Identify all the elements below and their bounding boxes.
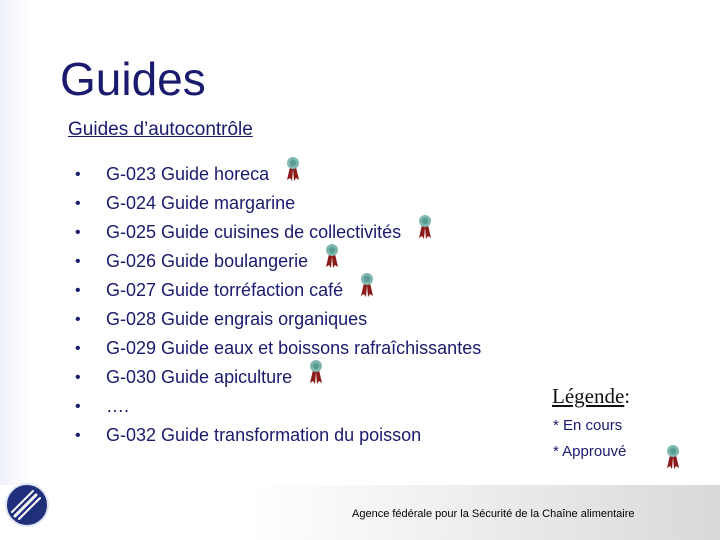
guide-label: G-023 Guide horeca bbox=[106, 164, 270, 184]
award-ribbon-icon bbox=[308, 359, 324, 385]
award-ribbon-icon bbox=[324, 243, 340, 269]
guide-list-item bbox=[75, 218, 481, 247]
guide-list-item bbox=[75, 334, 481, 363]
afsca-fork-logo bbox=[3, 481, 51, 529]
bullet: • bbox=[75, 252, 81, 270]
bullet: • bbox=[75, 426, 81, 444]
left-gradient-band bbox=[0, 0, 30, 540]
award-ribbon-icon bbox=[285, 156, 301, 182]
bullet: • bbox=[75, 165, 81, 183]
guide-label: G-027 Guide torréfaction café bbox=[106, 280, 344, 300]
bullet: • bbox=[75, 310, 81, 328]
award-ribbon-icon bbox=[665, 444, 681, 470]
guide-list-item bbox=[75, 392, 481, 421]
bullet: • bbox=[75, 223, 81, 241]
legend-colon: : bbox=[624, 384, 631, 408]
guide-label: G-026 Guide boulangerie bbox=[106, 251, 309, 271]
guide-list-item bbox=[75, 160, 481, 189]
legend-title-text: Légende bbox=[552, 384, 625, 408]
guide-label: G-024 Guide margarine bbox=[106, 193, 296, 213]
bullet: • bbox=[75, 397, 81, 415]
page-subtitle: Guides d’autocontrôle bbox=[68, 119, 253, 140]
guide-label: G-028 Guide engrais organiques bbox=[106, 309, 368, 329]
guide-list-item bbox=[75, 421, 481, 450]
award-ribbon-icon bbox=[417, 214, 433, 240]
agency-name: Agence fédérale pour la Sécurité de la Chaîne alimentaire bbox=[352, 508, 635, 520]
guide-list-item bbox=[75, 305, 481, 334]
award-ribbon-icon bbox=[359, 272, 375, 298]
legend-approuve: * Approuvé bbox=[553, 443, 627, 460]
guide-label: …. bbox=[106, 396, 130, 416]
page-title: Guides bbox=[60, 53, 206, 105]
guide-list-item bbox=[75, 363, 481, 392]
bullet: • bbox=[75, 281, 81, 299]
bullet: • bbox=[75, 194, 81, 212]
guide-label: G-032 Guide transformation du poisson bbox=[106, 425, 422, 445]
legend-title bbox=[552, 384, 630, 409]
legend-en-cours: * En cours bbox=[553, 417, 623, 434]
guide-list bbox=[75, 160, 481, 450]
guide-label: G-025 Guide cuisines de collectivités bbox=[106, 222, 402, 242]
guide-list-item bbox=[75, 276, 481, 305]
bullet: • bbox=[75, 368, 81, 386]
bullet: • bbox=[75, 339, 81, 357]
guide-label: G-030 Guide apiculture bbox=[106, 367, 293, 387]
guide-label: G-029 Guide eaux et boissons rafraîchissantes bbox=[106, 338, 482, 358]
guide-list-item bbox=[75, 247, 481, 276]
